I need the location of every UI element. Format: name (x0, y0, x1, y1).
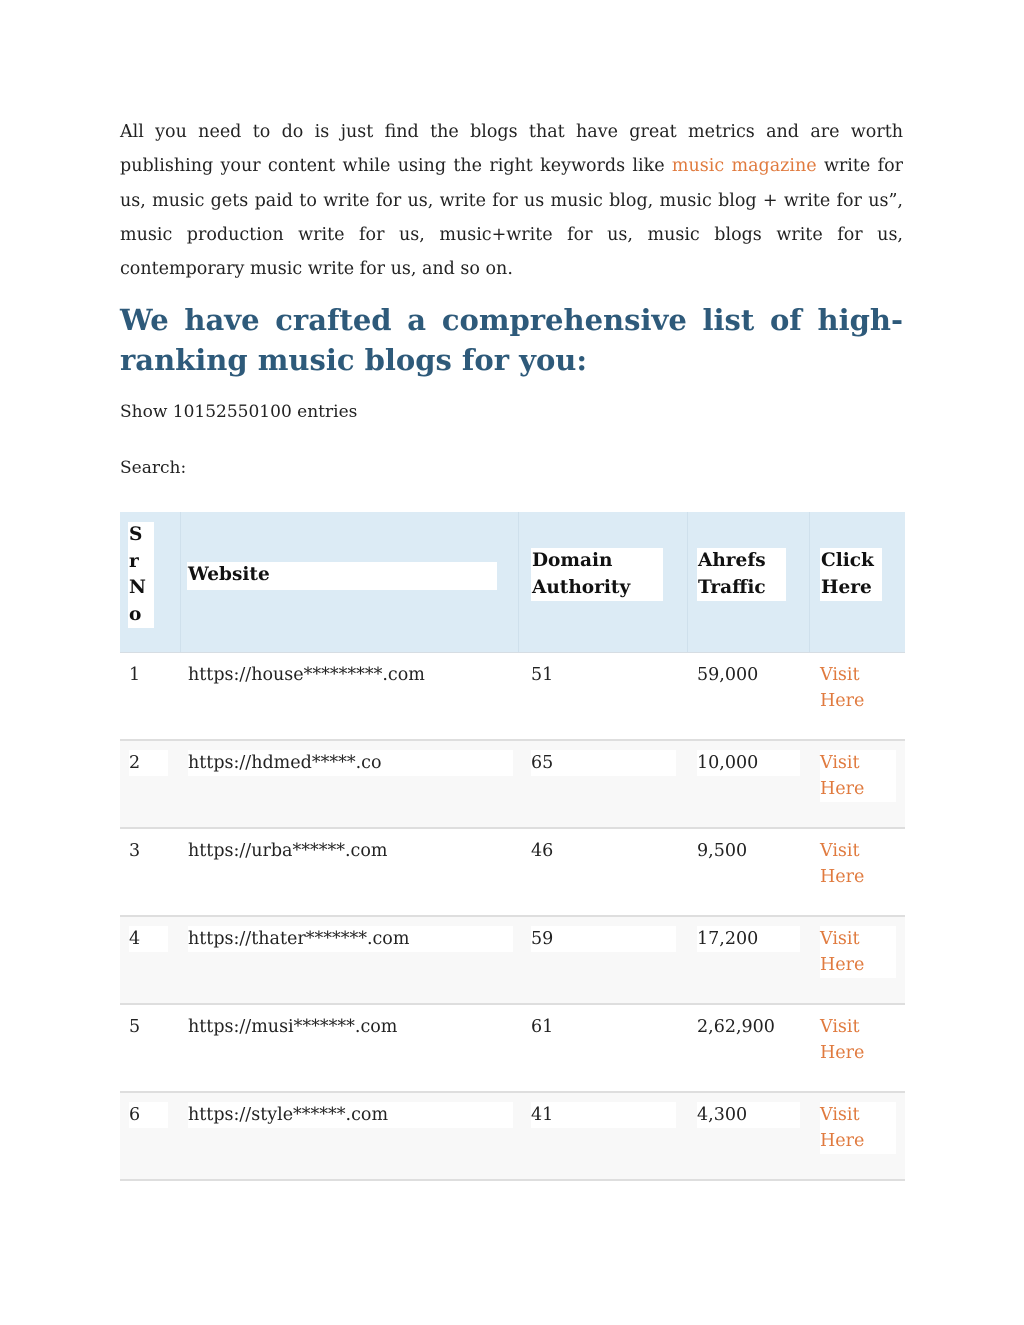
header-sr-no-letter: N (129, 577, 146, 598)
table-row (120, 917, 905, 1005)
cell-sr-no: 4 (129, 926, 168, 952)
visit-here-link[interactable] (820, 750, 896, 802)
search-label: Search: (120, 458, 187, 478)
show-entries-label: Show 10152550100 entries (120, 402, 358, 422)
header-sr-no[interactable] (128, 522, 154, 628)
cell-sr-no: 2 (129, 750, 168, 776)
cell-ahrefs-traffic: 9,500 (697, 841, 748, 861)
visit-here-link[interactable] (820, 838, 896, 890)
cell-website: https://thater*******.com (188, 926, 513, 952)
visit-here-line: Visit (820, 841, 860, 861)
cell-website: https://house*********.com (188, 665, 425, 685)
table-row (120, 829, 905, 917)
header-click-here-line: Here (821, 576, 872, 598)
cell-domain-authority: 51 (531, 665, 554, 685)
cell-website: https://hdmed*****.co (188, 750, 513, 776)
column-divider (809, 512, 810, 652)
cell-domain-authority: 46 (531, 841, 554, 861)
cell-sr-no: 6 (129, 1102, 168, 1128)
header-website[interactable] (187, 562, 497, 590)
header-domain-authority-line: Authority (532, 576, 631, 598)
visit-here-line: Visit (820, 665, 860, 685)
cell-ahrefs-traffic: 2,62,900 (697, 1017, 775, 1037)
cell-ahrefs-traffic: 10,000 (697, 750, 800, 776)
cell-domain-authority: 61 (531, 1017, 554, 1037)
cell-sr-no: 3 (129, 841, 141, 861)
header-website-label: Website (188, 564, 270, 585)
intro-text-before: All you need to do is just find the blogs that have great metrics and are worth publishing your content while using the right keywords like (120, 122, 903, 177)
cell-sr-no: 1 (129, 665, 141, 685)
header-sr-no-letter: S (129, 524, 143, 545)
visit-here-line: Visit (820, 1105, 860, 1125)
music-magazine-link[interactable]: music magazine (671, 156, 817, 177)
column-divider (518, 512, 519, 652)
visit-here-line: Here (820, 867, 865, 887)
header-sr-no-letter: o (129, 603, 142, 625)
visit-here-link[interactable] (820, 1102, 896, 1154)
visit-here-line: Here (820, 691, 865, 711)
cell-domain-authority: 59 (531, 926, 676, 952)
visit-here-line: Visit (820, 929, 860, 949)
music-blogs-table (120, 512, 905, 1181)
table-row (120, 741, 905, 829)
header-ahrefs-traffic-line: Ahrefs (698, 550, 766, 571)
header-domain-authority-line: Domain (532, 550, 613, 571)
visit-here-line: Here (820, 1131, 865, 1151)
header-domain-authority[interactable] (531, 548, 663, 601)
visit-here-line: Visit (820, 753, 860, 773)
cell-ahrefs-traffic: 4,300 (697, 1102, 800, 1128)
table-row (120, 653, 905, 741)
visit-here-link[interactable] (820, 1014, 896, 1066)
table-row (120, 1093, 905, 1181)
column-divider (687, 512, 688, 652)
cell-ahrefs-traffic: 59,000 (697, 665, 759, 685)
cell-website: https://urba******.com (188, 841, 388, 861)
cell-website: https://style******.com (188, 1102, 513, 1128)
cell-domain-authority: 41 (531, 1102, 676, 1128)
section-heading: We have crafted a comprehensive list of high-ranking music blogs for you: (120, 303, 903, 377)
cell-website: https://musi*******.com (188, 1017, 398, 1037)
visit-here-link[interactable] (820, 926, 896, 978)
intro-text-after: write for us, music gets paid to write for us, write for us music blog, music blog + write for us”, music production write for us, music+write for us, music blogs write for us, contemporary music write for us, and so on. (120, 156, 903, 280)
header-click-here-line: Click (821, 550, 874, 571)
visit-here-line: Here (820, 1043, 865, 1063)
header-ahrefs-traffic-line: Traffic (698, 576, 766, 598)
cell-ahrefs-traffic: 17,200 (697, 926, 800, 952)
column-divider (180, 512, 181, 652)
header-click-here[interactable] (820, 548, 882, 601)
cell-sr-no: 5 (129, 1017, 141, 1037)
table-header (120, 512, 905, 653)
visit-here-link[interactable] (820, 662, 896, 714)
header-ahrefs-traffic[interactable] (697, 548, 786, 601)
cell-domain-authority: 65 (531, 750, 676, 776)
table-row (120, 1005, 905, 1093)
visit-here-line: Here (820, 779, 865, 799)
intro-paragraph (120, 115, 903, 286)
visit-here-line: Here (820, 955, 865, 975)
header-sr-no-letter: r (129, 550, 139, 572)
visit-here-line: Visit (820, 1017, 860, 1037)
